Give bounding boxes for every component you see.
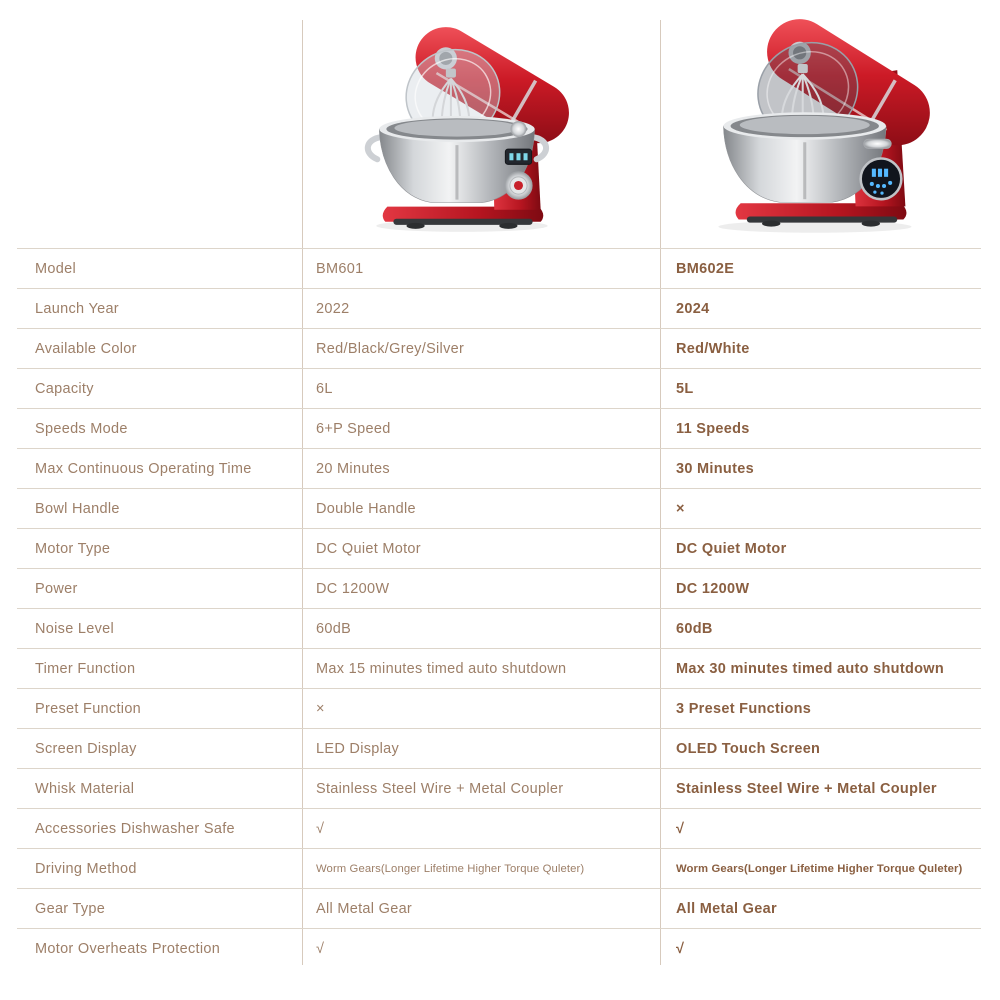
table-row bbox=[17, 928, 981, 968]
cell-bm602e: Stainless Steel Wire + Metal Coupler bbox=[676, 780, 937, 797]
cell-bm601: 60dB bbox=[316, 620, 352, 637]
row-label: Preset Function bbox=[35, 700, 142, 717]
cell-bm601: 20 Minutes bbox=[316, 460, 390, 477]
cell-bm601: Worm Gears(Longer Lifetime Higher Torque Quleter) bbox=[316, 862, 585, 875]
cell-bm602e: 60dB bbox=[676, 620, 713, 637]
table-row bbox=[17, 688, 981, 728]
cell-bm601: Stainless Steel Wire + Metal Coupler bbox=[316, 780, 564, 797]
product-image-bm601 bbox=[356, 12, 570, 244]
table-row bbox=[17, 888, 981, 928]
cell-bm602e: 3 Preset Functions bbox=[676, 700, 812, 717]
cell-bm601: 6L bbox=[316, 380, 333, 397]
row-label: Motor Type bbox=[35, 540, 111, 557]
cell-bm602e: × bbox=[676, 500, 685, 517]
cell-bm602e: 11 Speeds bbox=[676, 420, 750, 437]
row-label: Available Color bbox=[35, 340, 137, 357]
table-row bbox=[17, 288, 981, 328]
cell-bm601: 2022 bbox=[316, 300, 350, 317]
row-label: Timer Function bbox=[35, 660, 136, 677]
row-label: Accessories Dishwasher Safe bbox=[35, 820, 235, 837]
cell-bm602e: 2024 bbox=[676, 300, 710, 317]
cell-bm602e: Worm Gears(Longer Lifetime Higher Torque Quleter) bbox=[676, 862, 963, 875]
cell-bm601: √ bbox=[316, 820, 325, 837]
table-row bbox=[17, 808, 981, 848]
row-label: Capacity bbox=[35, 380, 94, 397]
cell-bm602e: 5L bbox=[676, 380, 694, 397]
row-label: Launch Year bbox=[35, 300, 119, 317]
table-row bbox=[17, 768, 981, 808]
cell-bm602e: √ bbox=[676, 820, 685, 837]
cell-bm602e: Max 30 minutes timed auto shutdown bbox=[676, 660, 945, 677]
cell-bm601: BM601 bbox=[316, 260, 364, 277]
cell-bm601: 6+P Speed bbox=[316, 420, 391, 437]
table-row bbox=[17, 848, 981, 888]
table-row bbox=[17, 648, 981, 688]
cell-bm602e: 30 Minutes bbox=[676, 460, 754, 477]
table-row bbox=[17, 568, 981, 608]
row-label: Noise Level bbox=[35, 620, 115, 637]
comparison-table bbox=[17, 248, 981, 968]
row-label: Speeds Mode bbox=[35, 420, 128, 437]
cell-bm601: All Metal Gear bbox=[316, 900, 413, 917]
cell-bm602e: All Metal Gear bbox=[676, 900, 777, 917]
table-row bbox=[17, 608, 981, 648]
cell-bm602e: √ bbox=[676, 940, 685, 957]
cell-bm602e: BM602E bbox=[676, 260, 735, 277]
table-row bbox=[17, 448, 981, 488]
cell-bm601: LED Display bbox=[316, 740, 400, 757]
cell-bm602e: OLED Touch Screen bbox=[676, 740, 821, 757]
table-row bbox=[17, 528, 981, 568]
table-row bbox=[17, 728, 981, 768]
cell-bm601: DC Quiet Motor bbox=[316, 540, 421, 557]
cell-bm601: × bbox=[316, 700, 325, 717]
cell-bm602e: DC 1200W bbox=[676, 580, 750, 597]
cell-bm601: Red/Black/Grey/Silver bbox=[316, 340, 465, 357]
row-label: Power bbox=[35, 580, 78, 597]
table-row bbox=[17, 328, 981, 368]
row-label: Model bbox=[35, 260, 76, 277]
row-label: Gear Type bbox=[35, 900, 106, 917]
cell-bm602e: DC Quiet Motor bbox=[676, 540, 787, 557]
cell-bm601: √ bbox=[316, 940, 325, 957]
row-label: Bowl Handle bbox=[35, 500, 120, 517]
product-image-bm602e bbox=[698, 8, 942, 244]
table-row bbox=[17, 488, 981, 528]
cell-bm601: Max 15 minutes timed auto shutdown bbox=[316, 660, 567, 677]
table-row bbox=[17, 368, 981, 408]
row-label: Motor Overheats Protection bbox=[35, 940, 221, 957]
cell-bm601: Double Handle bbox=[316, 500, 416, 517]
row-label: Max Continuous Operating Time bbox=[35, 460, 252, 477]
row-label: Driving Method bbox=[35, 860, 137, 877]
cell-bm602e: Red/White bbox=[676, 340, 750, 357]
table-row bbox=[17, 248, 981, 288]
row-label: Screen Display bbox=[35, 740, 137, 757]
row-label: Whisk Material bbox=[35, 780, 135, 797]
cell-bm601: DC 1200W bbox=[316, 580, 390, 597]
table-row bbox=[17, 408, 981, 448]
